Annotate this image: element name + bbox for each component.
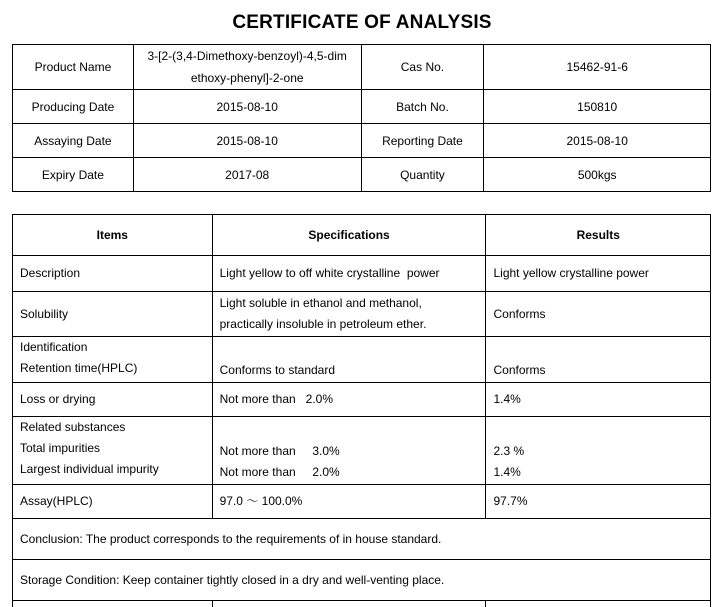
items-header: Items xyxy=(13,215,213,256)
quantity-value: 500kgs xyxy=(484,158,711,192)
description-item: Description xyxy=(13,256,213,292)
product-name-line1: 3-[2-(3,4-Dimethoxy-benzoyl)-4,5-dim xyxy=(134,45,361,67)
assaying-date-label: Assaying Date xyxy=(13,124,134,158)
related-item-line3: Largest individual impurity xyxy=(20,459,212,480)
solubility-result: Conforms xyxy=(486,292,711,337)
reporting-date-value: 2015-08-10 xyxy=(484,124,711,158)
results-header: Results xyxy=(486,215,711,256)
expiry-date-row xyxy=(13,158,711,192)
related-spec xyxy=(212,417,486,485)
related-spec-line2: Not more than 3.0% xyxy=(220,441,486,462)
producing-date-row xyxy=(13,90,711,124)
product-name-label: Product Name xyxy=(13,45,134,90)
related-result xyxy=(486,417,711,485)
cropped-cell-3 xyxy=(486,601,711,607)
solubility-item: Solubility xyxy=(13,292,213,337)
batch-value: 150810 xyxy=(484,90,711,124)
solubility-spec-line1: Light soluble in ethanol and methanol, xyxy=(220,293,486,314)
storage-row xyxy=(13,560,711,601)
loss-on-drying-row xyxy=(13,383,711,417)
related-result-line3: 1.4% xyxy=(493,462,710,483)
description-result: Light yellow crystalline power xyxy=(486,256,711,292)
reporting-date-label: Reporting Date xyxy=(361,124,484,158)
assay-item: Assay(HPLC) xyxy=(13,485,213,519)
product-name-row xyxy=(13,45,711,90)
cropped-cell-1 xyxy=(13,601,213,607)
cas-label: Cas No. xyxy=(361,45,484,90)
assay-spec: 97.0 ～ 100.0% xyxy=(212,485,486,519)
description-spec: Light yellow to off white crystalline power xyxy=(212,256,486,292)
expiry-date-label: Expiry Date xyxy=(13,158,134,192)
identification-item xyxy=(13,337,213,383)
batch-label: Batch No. xyxy=(361,90,484,124)
product-info-table xyxy=(12,44,711,192)
specifications-header: Specifications xyxy=(212,215,486,256)
results-header-row xyxy=(13,215,711,256)
loss-spec: Not more than 2.0% xyxy=(212,383,486,417)
document-title: CERTIFICATE OF ANALYSIS xyxy=(0,12,724,34)
solubility-row xyxy=(13,292,711,337)
identification-item-line1: Identification xyxy=(20,337,212,358)
loss-result: 1.4% xyxy=(486,383,711,417)
related-spec-line3: Not more than 2.0% xyxy=(220,462,486,483)
related-item-line1: Related substances xyxy=(20,417,212,438)
identification-spec: Conforms to standard xyxy=(212,337,486,383)
assaying-date-value: 2015-08-10 xyxy=(133,124,361,158)
cas-value: 15462-91-6 xyxy=(484,45,711,90)
product-name-line2: ethoxy-phenyl]-2-one xyxy=(134,67,361,89)
identification-row xyxy=(13,337,711,383)
conclusion-text: Conclusion: The product corresponds to the requirements of in house standard. xyxy=(13,519,711,560)
producing-date-label: Producing Date xyxy=(13,90,134,124)
description-row xyxy=(13,256,711,292)
related-item xyxy=(13,417,213,485)
identification-result: Conforms xyxy=(486,337,711,383)
cropped-row xyxy=(13,601,711,607)
assaying-date-row xyxy=(13,124,711,158)
assay-row xyxy=(13,485,711,519)
assay-result: 97.7% xyxy=(486,485,711,519)
conclusion-row xyxy=(13,519,711,560)
identification-item-line2: Retention time(HPLC) xyxy=(20,358,212,379)
storage-text: Storage Condition: Keep container tightly closed in a dry and well-venting place. xyxy=(13,560,711,601)
related-substances-row xyxy=(13,417,711,485)
solubility-spec xyxy=(212,292,486,337)
producing-date-value: 2015-08-10 xyxy=(133,90,361,124)
loss-item: Loss or drying xyxy=(13,383,213,417)
related-item-line2: Total impurities xyxy=(20,438,212,459)
product-name-value xyxy=(133,45,361,90)
expiry-date-value: 2017-08 xyxy=(133,158,361,192)
cropped-cell-2 xyxy=(212,601,486,607)
solubility-spec-line2: practically insoluble in petroleum ether. xyxy=(220,314,486,335)
related-result-line2: 2.3 % xyxy=(493,441,710,462)
quantity-label: Quantity xyxy=(361,158,484,192)
analysis-results-table xyxy=(12,214,711,607)
